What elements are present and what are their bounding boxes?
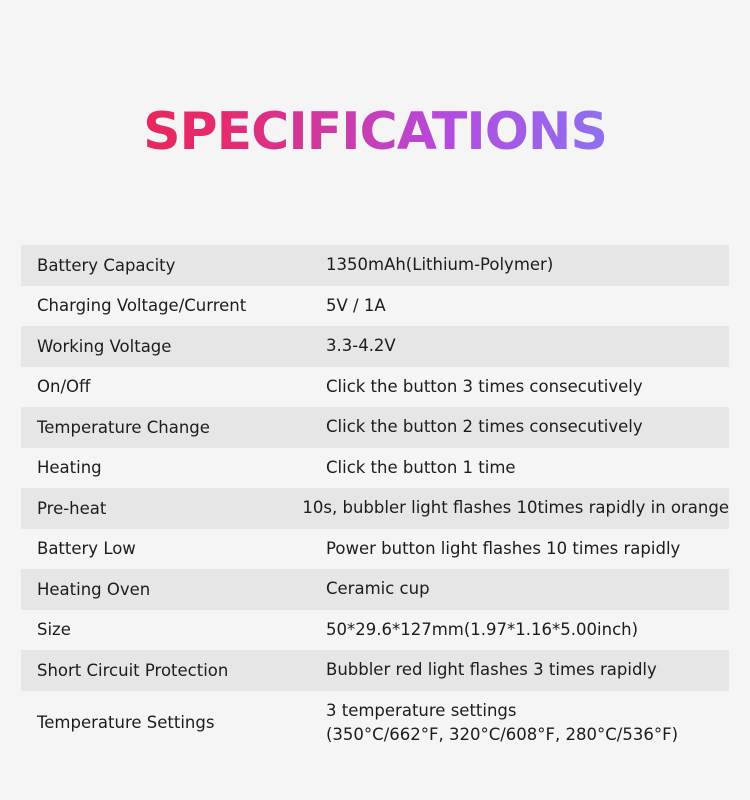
spec-value: Bubbler red light flashes 3 times rapidly [326,660,657,680]
spec-row-temperature-settings [21,691,729,755]
spec-value: Click the button 3 times consecutively [326,376,643,396]
spec-value-line: (350°C/662°F, 320°C/608°F, 280°C/536°F) [326,724,679,744]
spec-row-working-voltage [21,326,729,367]
spec-value: Power button light flashes 10 times rapidly [326,538,681,558]
spec-value: Click the button 1 time [326,457,516,477]
spec-label: Pre-heat [37,498,107,518]
spec-label: Heating Oven [37,579,151,599]
specifications-table [21,245,729,755]
spec-value: 5V / 1A [326,295,386,315]
spec-label: Heating [37,458,102,478]
spec-label: Working Voltage [37,336,172,356]
spec-row-heating-oven [21,569,729,610]
spec-value: 50*29.6*127mm(1.97*1.16*5.00inch) [326,619,639,639]
spec-row-heating [21,448,729,489]
spec-label: Temperature Change [37,417,210,437]
spec-label: Charging Voltage/Current [37,296,247,316]
spec-value: 3.3-4.2V [326,336,396,356]
spec-row-temperature-change [21,407,729,448]
spec-label: On/Off [37,377,91,397]
spec-row-on-off [21,367,729,408]
spec-label: Temperature Settings [37,713,215,732]
spec-value: 10s, bubbler light flashes 10times rapidly in orange [302,498,729,518]
spec-label: Battery Capacity [37,255,176,275]
spec-row-battery-capacity [21,245,729,286]
spec-row-size [21,610,729,651]
spec-row-charging-voltage [21,286,729,327]
spec-row-pre-heat [21,488,729,529]
spec-value-line: 3 temperature settings [326,700,517,720]
spec-value [311,699,729,747]
spec-row-battery-low [21,529,729,570]
spec-label: Short Circuit Protection [37,660,229,680]
spec-value: Ceramic cup [326,579,430,599]
spec-label: Size [37,620,71,640]
page-title: SPECIFICATIONS [0,100,750,164]
spec-label: Battery Low [37,539,136,559]
spec-value: 1350mAh(Lithium-Polymer) [326,255,554,275]
spec-value: Click the button 2 times consecutively [326,417,643,437]
spec-row-short-circuit-protection [21,650,729,691]
